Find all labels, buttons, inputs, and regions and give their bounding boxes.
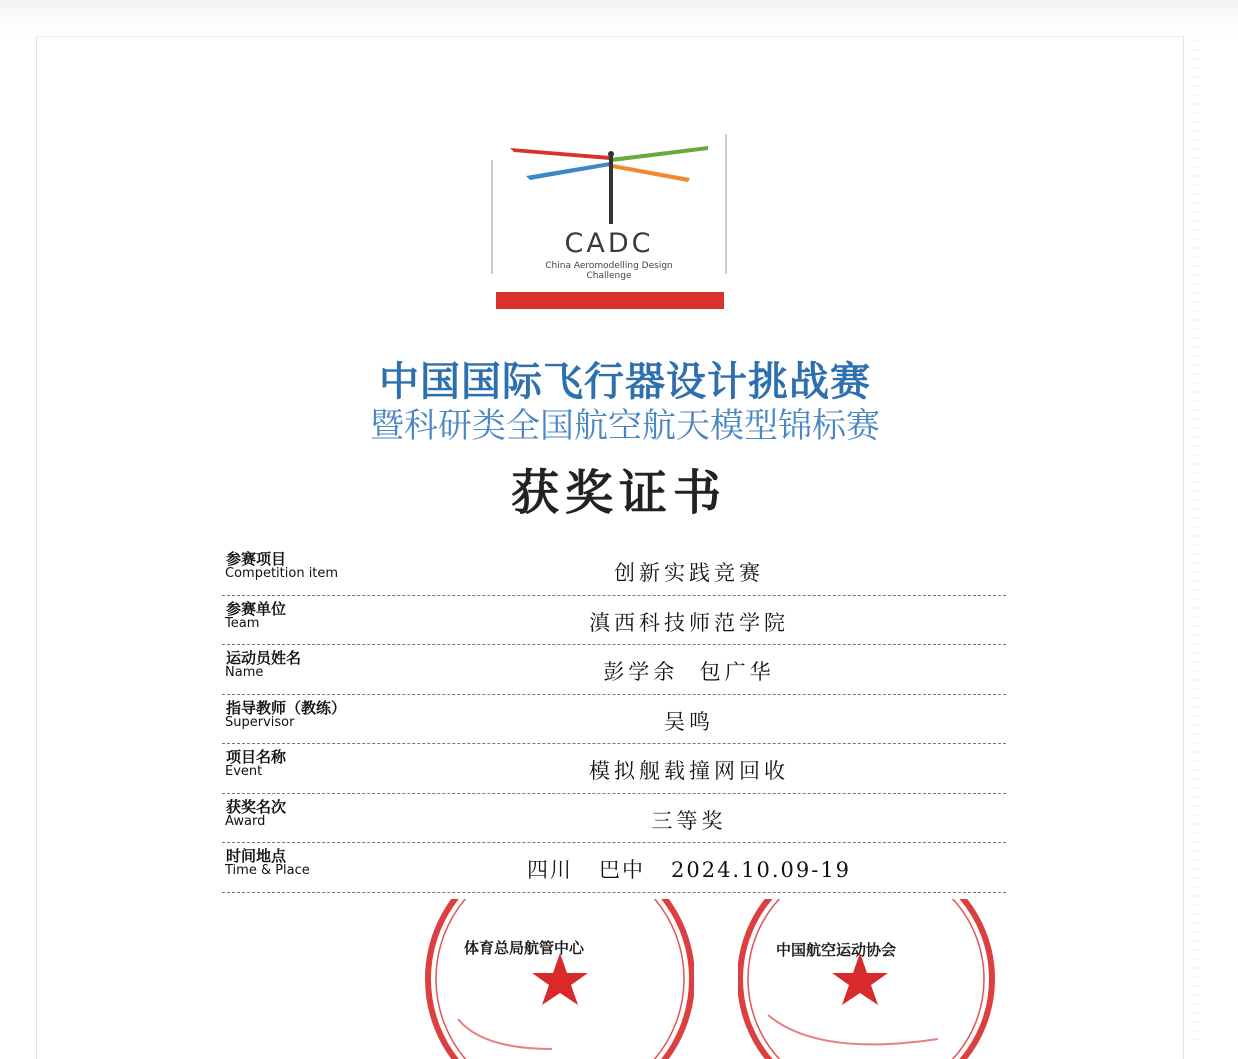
scan-edge-noise — [1190, 40, 1200, 1040]
field-label: 指导教师（教练） — [226, 698, 347, 717]
seal-caption: 体育总局航管中心 — [464, 939, 585, 957]
field-label-en: Event — [225, 764, 263, 779]
competition-subtitle: 暨科研类全国航空航天模型锦标赛 — [370, 406, 880, 446]
field-value: 三等奖 — [651, 808, 727, 833]
field-label: 获奖名次 — [226, 797, 287, 816]
field-label: 运动员姓名 — [226, 649, 302, 667]
field-label-en: Team — [225, 615, 260, 631]
field-value: 模拟舰载撞网回收 — [589, 759, 789, 783]
field-event — [222, 744, 1006, 794]
scan-top-shade — [0, 0, 1238, 36]
field-label: 项目名称 — [226, 748, 287, 766]
logo-name: CADC — [564, 228, 654, 259]
competition-title: 中国国际飞行器设计挑战赛 — [379, 359, 871, 405]
certificate-heading: 获奖证书 — [510, 465, 727, 521]
award-fields — [222, 546, 1006, 893]
field-value: 吴鸣 — [664, 709, 714, 734]
field-time-place — [222, 843, 1006, 893]
field-team — [222, 596, 1006, 646]
field-label-en: Time & Place — [225, 863, 310, 878]
seal-aero-radio-center — [422, 899, 694, 1059]
field-label: 参赛项目 — [226, 550, 287, 568]
field-label-en: Award — [225, 813, 266, 829]
logo-subtitle: China Aeromodelling Design — [545, 261, 673, 271]
red-stamp-icon — [738, 899, 1010, 1059]
logo-subtitle-2: Challenge — [586, 271, 632, 281]
field-label-en: Competition item — [225, 566, 339, 581]
field-competition-item — [222, 546, 1006, 596]
field-label-en: Name — [225, 665, 264, 680]
red-stamp-icon — [422, 899, 694, 1059]
seal-caption: 中国航空运动协会 — [776, 941, 897, 959]
field-value: 四川 巴中 2024.10.09-19 — [526, 858, 852, 882]
field-award — [222, 794, 1006, 844]
field-value: 彭学余 包广华 — [603, 660, 775, 684]
field-name — [222, 645, 1006, 695]
logo-red-bar — [496, 292, 724, 309]
field-supervisor — [222, 695, 1006, 745]
field-label: 参赛单位 — [226, 599, 287, 618]
dragonfly-logo-icon — [490, 128, 728, 310]
field-value: 创新实践竞赛 — [614, 561, 764, 585]
seal-aero-sports-federation — [738, 899, 1010, 1059]
field-label-en: Supervisor — [225, 714, 295, 730]
field-value: 滇西科技师范学院 — [589, 610, 789, 635]
field-label: 时间地点 — [226, 847, 287, 865]
cadc-logo — [490, 128, 728, 310]
